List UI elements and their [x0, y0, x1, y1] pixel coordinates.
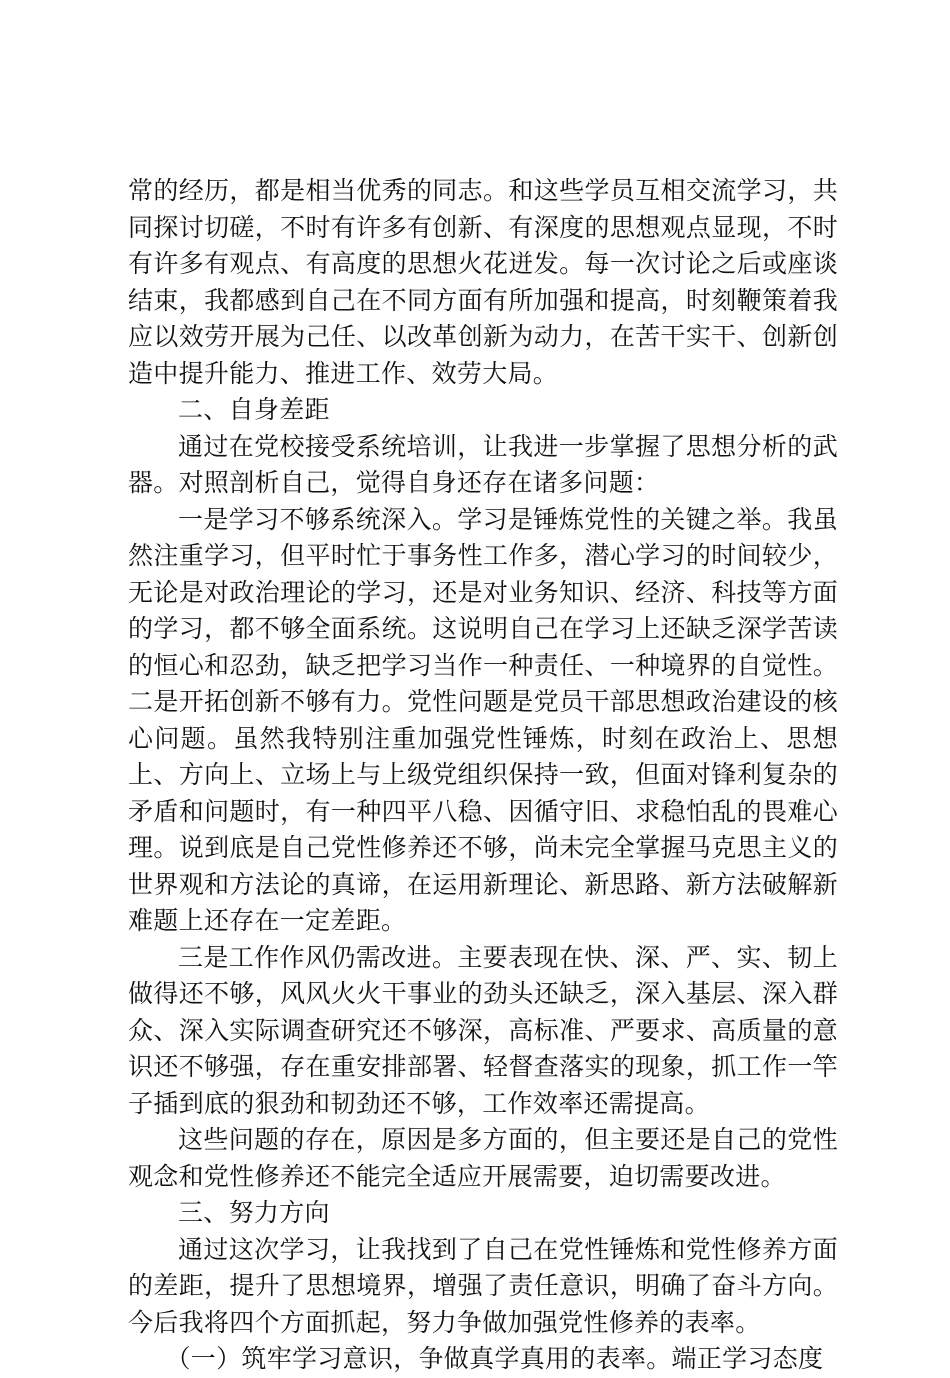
paragraph-subsection-one: （一）筑牢学习意识，争做真学真用的表率。端正学习态度 [165, 1344, 824, 1373]
section-heading-direction: 三、努力方向 [178, 1198, 330, 1227]
paragraph-continuation: 常的经历，都是相当优秀的同志。和这些学员互相交流学习，共同探讨切磋，不时有许多有创新、有深度的思想观点显现，不时有许多有观点、有高度的思想火花迸发。每一次讨论之后或座谈结束，我都感到自己在不同方面有所加强和提高，时刻鞭策着我应以效劳开展为己任、以改革创新为动力，在苦干实干、创新创造中提升能力、推进工作、效劳大局。 [128, 176, 838, 388]
paragraph-causes: 这些问题的存在，原因是多方面的，但主要还是自己的党性观念和党性修养还不能完全适应开展需要，迫切需要改进。 [128, 1125, 838, 1191]
paragraph-problems-one-two: 一是学习不够系统深入。学习是锤炼党性的关键之举。我虽然注重学习，但平时忙于事务性工作多，潜心学习的时间较少，无论是对政治理论的学习，还是对业务知识、经济、科技等方面的学习，都不够全面系统。这说明自己在学习上还缺乏深学苦读的恒心和忍劲，缺乏把学习当作一种责任、一种境界的自觉性。二是开拓创新不够有力。党性问题是党员干部思想政治建设的核心问题。虽然我特别注重加强党性锤炼，时刻在政治上、思想上、方向上、立场上与上级党组织保持一致，但面对锋利复杂的矛盾和问题时，有一种四平八稳、因循守旧、求稳怕乱的畏难心理。说到底是自己党性修养还不够，尚未完全掌握马克思主义的世界观和方法论的真谛，在运用新理论、新思路、新方法破解新难题上还存在一定差距。 [128, 504, 838, 935]
paragraph-intro-problems: 通过在党校接受系统培训，让我进一步掌握了思想分析的武器。对照剖析自己，觉得自身还存在诸多问题： [128, 431, 838, 497]
document-body [128, 173, 838, 1378]
paragraph-problem-three: 三是工作作风仍需改进。主要表现在快、深、严、实、韧上做得还不够，风风火火干事业的劲头还缺乏，深入基层、深入群众、深入实际调查研究还不够深，高标准、严要求、高质量的意识还不够强，存在重安排部署、轻督查落实的现象，抓工作一竿子插到底的狠劲和韧劲还不够，工作效率还需提高。 [128, 942, 838, 1118]
paragraph-direction-intro: 通过这次学习，让我找到了自己在党性锤炼和党性修养方面的差距，提升了思想境界，增强了责任意识，明确了奋斗方向。今后我将四个方面抓起，努力争做加强党性修养的表率。 [128, 1234, 838, 1337]
section-heading-self-gap: 二、自身差距 [178, 395, 330, 424]
